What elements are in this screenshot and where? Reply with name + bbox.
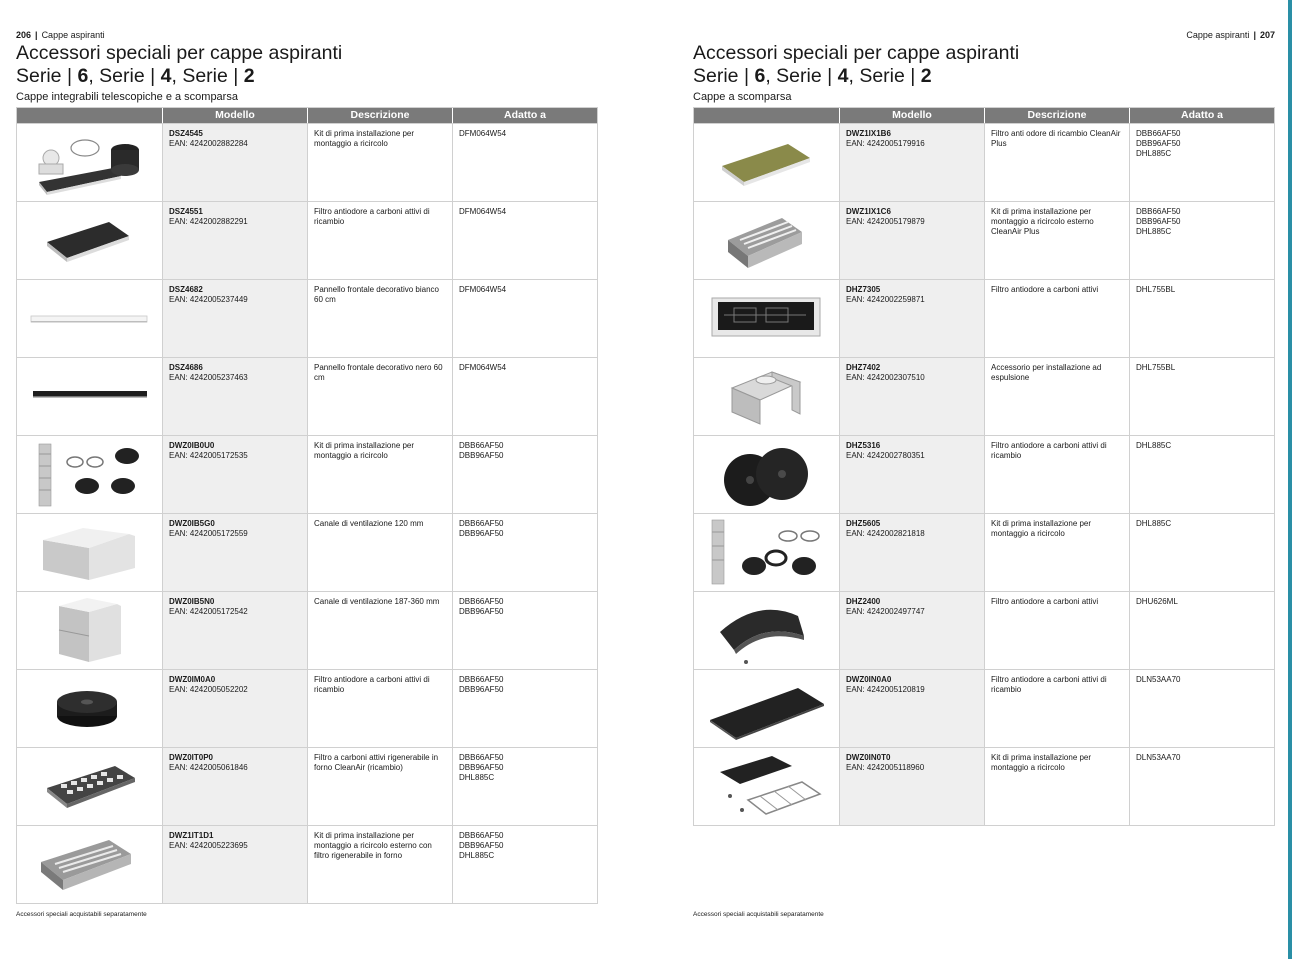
description-cell: Filtro antiodore a carboni attivi di ricambio [984, 436, 1129, 513]
description-cell: Kit di prima installazione per montaggio a ricircolo [984, 514, 1129, 591]
model-cell [162, 592, 307, 669]
description-cell: Kit di prima installazione per montaggio a ricircolo [307, 436, 452, 513]
model-cell [839, 670, 984, 747]
model-cell [839, 280, 984, 357]
page-title: Accessori speciali per cappe aspiranti [693, 42, 1020, 64]
table-header [17, 108, 597, 123]
description-cell: Pannello frontale decorativo bianco 60 cm [307, 280, 452, 357]
compatibility-cell: DFM064W54 [452, 280, 597, 357]
accessories-table [16, 107, 598, 904]
carbon-filter-panel-image [17, 202, 162, 279]
recirculation-kit-image [17, 124, 162, 201]
model-code: DWZ0IB5G0 [169, 519, 215, 528]
description-cell: Filtro a carboni attivi rigenerabile in forno CleanAir (ricambio) [307, 748, 452, 825]
product-image-cell [694, 592, 839, 669]
compatibility-cell: DHL755BL [1129, 358, 1274, 435]
model-code: DHZ5605 [846, 519, 881, 528]
model-cell [162, 436, 307, 513]
compatibility-cell: DFM064W54 [452, 202, 597, 279]
table-header [694, 108, 1274, 123]
product-image-cell [694, 748, 839, 825]
model-code: DSZ4551 [169, 207, 203, 216]
model-code: DSZ4686 [169, 363, 203, 372]
image-header [694, 108, 839, 123]
separator: | [35, 30, 38, 40]
description-cell: Filtro antiodore a carboni attivi di ricambio [984, 670, 1129, 747]
compatibility-cell: DFM064W54 [452, 124, 597, 201]
model-cell [162, 514, 307, 591]
description-cell: Filtro anti odore di ricambio CleanAir Plus [984, 124, 1129, 201]
ean-code: EAN: 4242002780351 [846, 450, 925, 460]
model-cell [839, 358, 984, 435]
product-image-cell [694, 280, 839, 357]
compatibility-cell: DBB66AF50 DBB96AF50 [452, 436, 597, 513]
compatibility-cell: DBB66AF50 DBB96AF50 DHL885C [452, 748, 597, 825]
table-row [17, 357, 597, 435]
model-cell [162, 280, 307, 357]
description-cell: Filtro antiodore a carboni attivi di ricambio [307, 202, 452, 279]
two-round-filters-image [694, 436, 839, 513]
ean-code: EAN: 4242002882284 [169, 138, 248, 148]
model-cell [162, 202, 307, 279]
model-code: DWZ0IM0A0 [169, 675, 216, 684]
product-image-cell [17, 124, 162, 201]
accessories-table [693, 107, 1275, 826]
model-cell [162, 124, 307, 201]
description-cell: Canale di ventilazione 187-360 mm [307, 592, 452, 669]
model-cell [162, 670, 307, 747]
short-chimney-duct-image [17, 514, 162, 591]
black-front-panel-image [17, 358, 162, 435]
table-row [694, 747, 1274, 825]
model-code: DWZ0IN0A0 [846, 675, 892, 684]
ean-code: EAN: 4242005172535 [169, 450, 248, 460]
model-code: DWZ1IX1B6 [846, 129, 891, 138]
description-cell: Kit di prima installazione per montaggio a ricircolo [984, 748, 1129, 825]
curved-carbon-filter-image [694, 592, 839, 669]
ean-code: EAN: 4242005223695 [169, 840, 248, 850]
filter-frame-kit-image [694, 748, 839, 825]
model-code: DHZ7402 [846, 363, 881, 372]
model-code: DSZ4545 [169, 129, 203, 138]
description-cell: Canale di ventilazione 120 mm [307, 514, 452, 591]
header-modello: Modello [162, 108, 307, 123]
model-code: DWZ0IB5N0 [169, 597, 215, 606]
footnote: Accessori speciali acquistabili separatamente [16, 911, 147, 918]
model-cell [839, 124, 984, 201]
description-cell: Filtro antiodore a carboni attivi di ricambio [307, 670, 452, 747]
compatibility-cell: DBB66AF50 DBB96AF50 [452, 670, 597, 747]
ean-code: EAN: 4242005179879 [846, 216, 925, 226]
model-cell [839, 436, 984, 513]
table-row [17, 825, 597, 903]
compatibility-cell: DBB66AF50 DBB96AF50 DHL885C [1129, 124, 1274, 201]
table-row [694, 591, 1274, 669]
cleanair-filter-image [17, 748, 162, 825]
compatibility-cell: DFM064W54 [452, 358, 597, 435]
model-code: DHZ7305 [846, 285, 881, 294]
model-cell [162, 748, 307, 825]
header-modello: Modello [839, 108, 984, 123]
table-row [694, 201, 1274, 279]
compatibility-cell: DHL885C [1129, 436, 1274, 513]
footnote: Accessori speciali acquistabili separatamente [693, 911, 824, 918]
product-image-cell [17, 748, 162, 825]
model-code: DWZ0IB0U0 [169, 441, 215, 450]
description-cell: Accessorio per installazione ad espulsione [984, 358, 1129, 435]
description-cell: Kit di prima installazione per montaggio a ricircolo [307, 124, 452, 201]
table-subtitle: Cappe integrabili telescopiche e a scomparsa [16, 91, 238, 103]
page-number: 206 [16, 30, 32, 40]
product-image-cell [17, 670, 162, 747]
ean-code: EAN: 4242002882291 [169, 216, 248, 226]
table-row [17, 279, 597, 357]
compatibility-cell: DBB66AF50 DBB96AF50 [452, 514, 597, 591]
ean-code: EAN: 4242005179916 [846, 138, 925, 148]
compatibility-cell: DLN53AA70 [1129, 670, 1274, 747]
ean-code: EAN: 4242005052202 [169, 684, 248, 694]
product-image-cell [17, 280, 162, 357]
model-cell [162, 826, 307, 903]
product-image-cell [694, 358, 839, 435]
model-code: DWZ0IT0P0 [169, 753, 214, 762]
table-row [694, 123, 1274, 201]
right-page [693, 0, 1275, 959]
ean-code: EAN: 4242002821818 [846, 528, 925, 538]
description-cell: Kit di prima installazione per montaggio a ricircolo esterno CleanAir Plus [984, 202, 1129, 279]
cleanair-plus-module-image [694, 202, 839, 279]
table-row [17, 201, 597, 279]
page-title: Accessori speciali per cappe aspiranti [16, 42, 343, 64]
ean-code: EAN: 4242002307510 [846, 372, 925, 382]
model-code: DWZ0IN0T0 [846, 753, 891, 762]
product-image-cell [17, 358, 162, 435]
model-cell [839, 748, 984, 825]
table-row [694, 513, 1274, 591]
product-image-cell [17, 202, 162, 279]
model-code: DSZ4682 [169, 285, 203, 294]
ean-code: EAN: 4242002497747 [846, 606, 925, 616]
white-front-panel-image [17, 280, 162, 357]
ean-code: EAN: 4242005118960 [846, 762, 925, 772]
header-descrizione: Descrizione [984, 108, 1129, 123]
model-code: DWZ1IT1D1 [169, 831, 214, 840]
table-subtitle: Cappe a scomparsa [693, 91, 792, 103]
image-header [17, 108, 162, 123]
flat-black-filter-image [694, 670, 839, 747]
compatibility-cell: DLN53AA70 [1129, 748, 1274, 825]
section-name: Cappe aspiranti [1186, 30, 1250, 40]
model-code: DHZ2400 [846, 597, 881, 606]
table-row [694, 669, 1274, 747]
ean-code: EAN: 4242005172559 [169, 528, 248, 538]
product-image-cell [694, 436, 839, 513]
left-page [16, 0, 598, 959]
model-cell [839, 592, 984, 669]
model-code: DWZ1IX1C6 [846, 207, 891, 216]
model-cell [162, 358, 307, 435]
page-number: 207 [1259, 30, 1275, 40]
external-recirculation-module-image [17, 826, 162, 903]
header-adatto: Adatto a [452, 108, 597, 123]
description-cell: Kit di prima installazione per montaggio a ricircolo esterno con filtro rigenerabile in forno [307, 826, 452, 903]
header-descrizione: Descrizione [307, 108, 452, 123]
table-row [17, 513, 597, 591]
compatibility-cell: DHL885C [1129, 514, 1274, 591]
tall-chimney-duct-image [17, 592, 162, 669]
ean-code: EAN: 4242005120819 [846, 684, 925, 694]
running-head [1186, 30, 1275, 40]
running-head [16, 30, 105, 40]
ean-code: EAN: 4242005172542 [169, 606, 248, 616]
ean-code: EAN: 4242005237463 [169, 372, 248, 382]
description-cell: Filtro antiodore a carboni attivi [984, 592, 1129, 669]
header-adatto: Adatto a [1129, 108, 1274, 123]
table-row [17, 435, 597, 513]
compatibility-cell: DHU626ML [1129, 592, 1274, 669]
ean-code: EAN: 4242005237449 [169, 294, 248, 304]
page-edge-bar [1288, 0, 1292, 959]
duct-kit-image [694, 514, 839, 591]
series-line: Serie | 6, Serie | 4, Serie | 2 [693, 65, 932, 87]
ean-code: EAN: 4242005061846 [169, 762, 248, 772]
product-image-cell [694, 124, 839, 201]
product-image-cell [694, 514, 839, 591]
separator: | [1253, 30, 1256, 40]
model-cell [839, 514, 984, 591]
description-cell: Filtro antiodore a carboni attivi [984, 280, 1129, 357]
table-row [694, 357, 1274, 435]
round-carbon-filter-image [17, 670, 162, 747]
table-row [17, 669, 597, 747]
table-row [17, 123, 597, 201]
product-image-cell [17, 436, 162, 513]
cleanair-plus-filter-image [694, 124, 839, 201]
ean-code: EAN: 4242002259871 [846, 294, 925, 304]
model-code: DHZ5316 [846, 441, 881, 450]
product-image-cell [694, 202, 839, 279]
exhaust-bracket-image [694, 358, 839, 435]
compatibility-cell: DBB66AF50 DBB96AF50 DHL885C [1129, 202, 1274, 279]
table-row [17, 591, 597, 669]
table-row [694, 435, 1274, 513]
product-image-cell [17, 826, 162, 903]
compatibility-cell: DBB66AF50 DBB96AF50 [452, 592, 597, 669]
series-line: Serie | 6, Serie | 4, Serie | 2 [16, 65, 255, 87]
table-row [17, 747, 597, 825]
compatibility-cell: DHL755BL [1129, 280, 1274, 357]
product-image-cell [17, 514, 162, 591]
model-cell [839, 202, 984, 279]
section-name: Cappe aspiranti [41, 30, 105, 40]
duct-kit-round-filters-image [17, 436, 162, 513]
compatibility-cell: DBB66AF50 DBB96AF50 DHL885C [452, 826, 597, 903]
description-cell: Pannello frontale decorativo nero 60 cm [307, 358, 452, 435]
product-image-cell [17, 592, 162, 669]
table-row [694, 279, 1274, 357]
product-image-cell [694, 670, 839, 747]
grease-filter-panel-image [694, 280, 839, 357]
